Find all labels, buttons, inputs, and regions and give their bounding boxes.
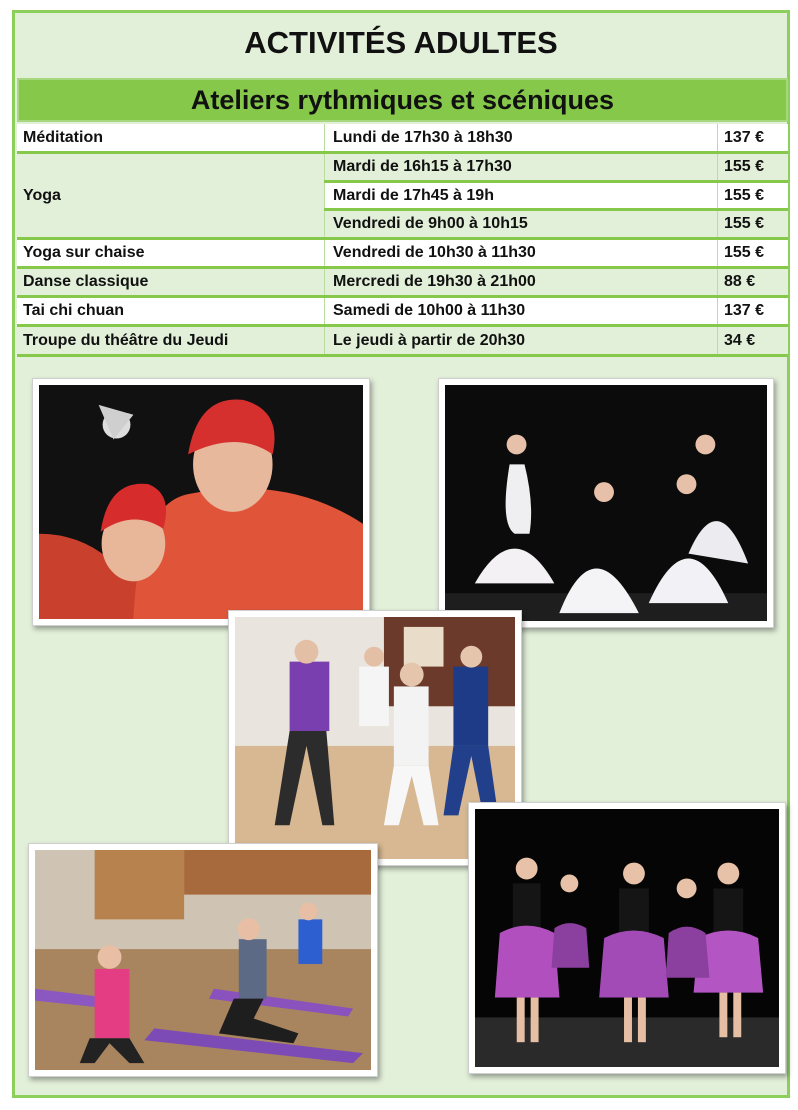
schedule-cell: Mercredi de 19h30 à 21h00 — [324, 269, 717, 295]
theatre-photo — [32, 378, 370, 626]
table-row-classical-dance — [17, 269, 788, 298]
classical-dance-photo — [438, 378, 774, 628]
table-subrow — [324, 211, 788, 240]
activity-cell: Méditation — [23, 128, 103, 146]
price-cell: 137 € — [717, 298, 788, 324]
activity-cell: Troupe du théâtre du Jeudi — [23, 331, 229, 349]
price-cell: 155 € — [717, 211, 788, 237]
yoga-photo — [28, 843, 378, 1077]
table-row-theatre — [17, 327, 788, 357]
price-cell: 155 € — [717, 240, 788, 266]
section-header — [17, 78, 788, 122]
price-cell: 155 € — [717, 183, 788, 208]
table-subrow — [324, 183, 788, 211]
price-cell: 155 € — [717, 154, 788, 180]
schedule-cell: Vendredi de 9h00 à 10h15 — [324, 211, 717, 237]
price-cell: 137 € — [717, 124, 788, 151]
price-cell: 34 € — [717, 327, 788, 354]
activity-cell: Yoga — [23, 186, 61, 204]
price-cell: 88 € — [717, 269, 788, 295]
schedule-cell: Mardi de 17h45 à 19h — [324, 183, 717, 208]
activity-cell: Yoga sur chaise — [23, 244, 145, 261]
schedule-cell: Mardi de 16h15 à 17h30 — [324, 154, 717, 180]
table-row-tai-chi — [17, 298, 788, 327]
dance-performance-photo — [468, 802, 786, 1074]
page-title: ACTIVITÉS ADULTES — [244, 25, 558, 60]
schedule-cell: Samedi de 10h00 à 11h30 — [324, 298, 717, 324]
table-row-chair-yoga — [17, 240, 788, 269]
table-subrow — [324, 154, 788, 183]
table-row-meditation — [17, 124, 788, 154]
activity-cell: Tai chi chuan — [23, 302, 125, 319]
activity-cell: Danse classique — [23, 273, 149, 290]
schedule-cell: Le jeudi à partir de 20h30 — [324, 327, 717, 354]
section-title: Ateliers rythmiques et scéniques — [190, 84, 615, 115]
schedule-cell: Lundi de 17h30 à 18h30 — [324, 124, 717, 151]
schedule-cell: Vendredi de 10h30 à 11h30 — [324, 240, 717, 266]
